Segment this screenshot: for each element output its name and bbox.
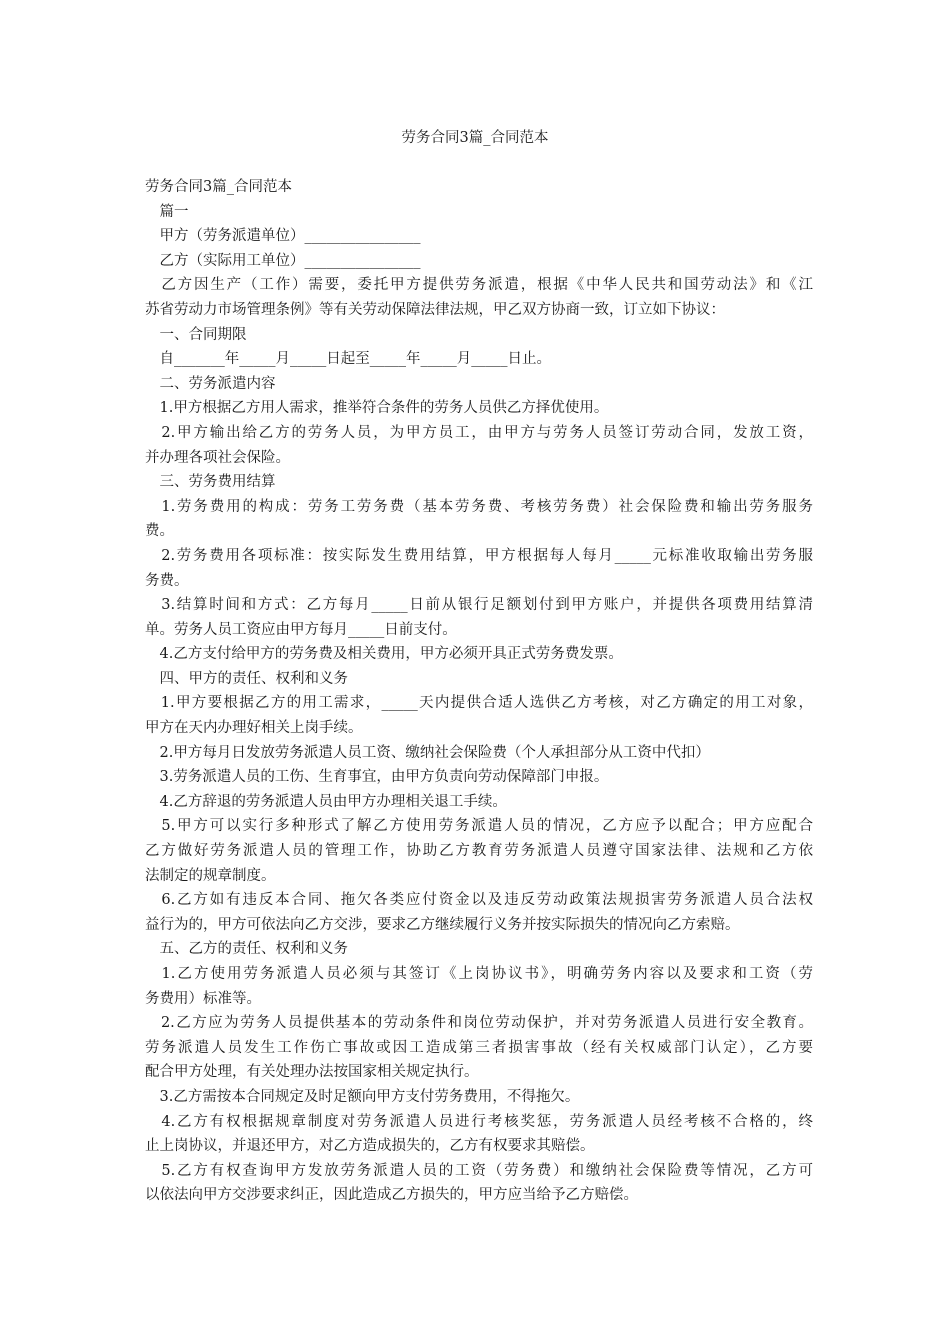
document-line: 1.甲方根据乙方用人需求，推举符合条件的劳务人员供乙方择优使用。 (145, 400, 609, 417)
page-title: 劳务合同3篇_合同范本 (401, 130, 549, 146)
document-line: 6.乙方如有违反本合同、拖欠各类应付资金以及违反劳动政策法规损害劳务派遣人员合法权 (145, 892, 813, 909)
document-line: 5.甲方可以实行多种形式了解乙方使用劳务派遣人员的情况，乙方应予以配合；甲方应配合 (145, 818, 813, 835)
document-line: 益行为的，甲方可依法向乙方交涉，要求乙方继续履行义务并按实际损失的情况向乙方索赔。 (145, 916, 740, 933)
document-line: 2.乙方应为劳务人员提供基本的劳动条件和岗位劳动保护，并对劳务派遣人员进行安全教育。 (145, 1015, 813, 1032)
document-line: 配合甲方处理，有关处理办法按国家相关规定执行。 (145, 1064, 479, 1081)
document-line: 3.乙方需按本合同规定及时足额向甲方支付劳务费用，不得拖欠。 (145, 1088, 580, 1105)
document-line: 苏省劳动力市场管理条例》等有关劳动保障法律法规，甲乙双方协商一致，订立如下协议： (145, 301, 725, 318)
document-line: 费。 (145, 523, 174, 540)
document-line: 法制定的规章制度。 (145, 867, 276, 884)
document-line: 劳务派遣人员发生工作伤亡事故或因工造成第三者损害事故（经有关权威部门认定），乙方要 (145, 1039, 813, 1056)
document-body (145, 175, 813, 1208)
document-line: 1.劳务费用的构成：劳务工劳务费（基本劳务费、考核劳务费）社会保险费和输出劳务服务 (145, 498, 813, 515)
document-line: 三、劳务费用结算 (145, 474, 276, 491)
document-line: 务费。 (145, 572, 189, 589)
document-line: 篇一 (145, 203, 189, 220)
document-line: 4.乙方辞退的劳务派遣人员由甲方办理相关退工手续。 (145, 793, 507, 810)
document-line: 五、乙方的责任、权利和义务 (145, 941, 348, 958)
document-line: 止上岗协议，并退还甲方，对乙方造成损失的，乙方有权要求其赔偿。 (145, 1138, 595, 1155)
document-line: 二、劳务派遣内容 (145, 375, 276, 392)
document-line: 5.乙方有权查询甲方发放劳务派遣人员的工资（劳务费）和缴纳社会保险费等情况，乙方可 (145, 1162, 813, 1179)
document-line: 并办理各项社会保险。 (145, 449, 290, 466)
document-line: 2.甲方每月日发放劳务派遣人员工资、缴纳社会保险费（个人承担部分从工资中代扣） (145, 744, 710, 761)
document-line: 4.乙方有权根据规章制度对劳务派遣人员进行考核奖惩，劳务派遣人员经考核不合格的，终 (145, 1113, 813, 1130)
document-line: 单。劳务人员工资应由甲方每月_____日前支付。 (145, 621, 457, 638)
document-line: 甲方（劳务派遣单位）________________ (145, 228, 421, 245)
document-line: 乙方（实际用工单位）________________ (145, 252, 421, 269)
document-line: 3.劳务派遣人员的工伤、生育事宜，由甲方负责向劳动保障部门申报。 (145, 769, 609, 786)
document-line: 以依法向甲方交涉要求纠正，因此造成乙方损失的，甲方应当给予乙方赔偿。 (145, 1187, 638, 1204)
document-line: 1.乙方使用劳务派遣人员必须与其签订《上岗协议书》，明确劳务内容以及要求和工资（劳 (145, 966, 813, 982)
document-line: 2.劳务费用各项标准：按实际发生费用结算，甲方根据每人每月_____元标准收取输出劳务服 (145, 547, 813, 564)
document-line: 一、合同期限 (145, 326, 247, 343)
document-line: 劳务合同3篇_合同范本 (145, 179, 292, 195)
document-line: 4.乙方支付给甲方的劳务费及相关费用，甲方必须开具正式劳务费发票。 (145, 646, 623, 663)
document-line: 乙方因生产（工作）需要，委托甲方提供劳务派遣，根据《中华人民共和国劳动法》和《江 (145, 277, 813, 294)
document-line: 2.甲方输出给乙方的劳务人员，为甲方员工，由甲方与劳务人员签订劳动合同，发放工资， (145, 424, 813, 441)
document-line: 四、甲方的责任、权利和义务 (145, 670, 348, 687)
document-line: 3.结算时间和方式：乙方每月_____日前从银行足额划付到甲方账户，并提供各项费用结算清 (145, 597, 813, 614)
document-line: 甲方在天内办理好相关上岗手续。 (145, 720, 363, 737)
document-line: 乙方做好劳务派遣人员的管理工作，协助乙方教育劳务派遣人员遵守国家法律、法规和乙方依 (145, 843, 813, 860)
document-line: 1.甲方要根据乙方的用工需求，_____天内提供合适人选供乙方考核，对乙方确定的用工对象， (145, 695, 813, 712)
document-line: 务费用）标准等。 (145, 990, 261, 1007)
document-line: 自_______年_____月_____日起至_____年_____月_____日止。 (145, 351, 551, 368)
